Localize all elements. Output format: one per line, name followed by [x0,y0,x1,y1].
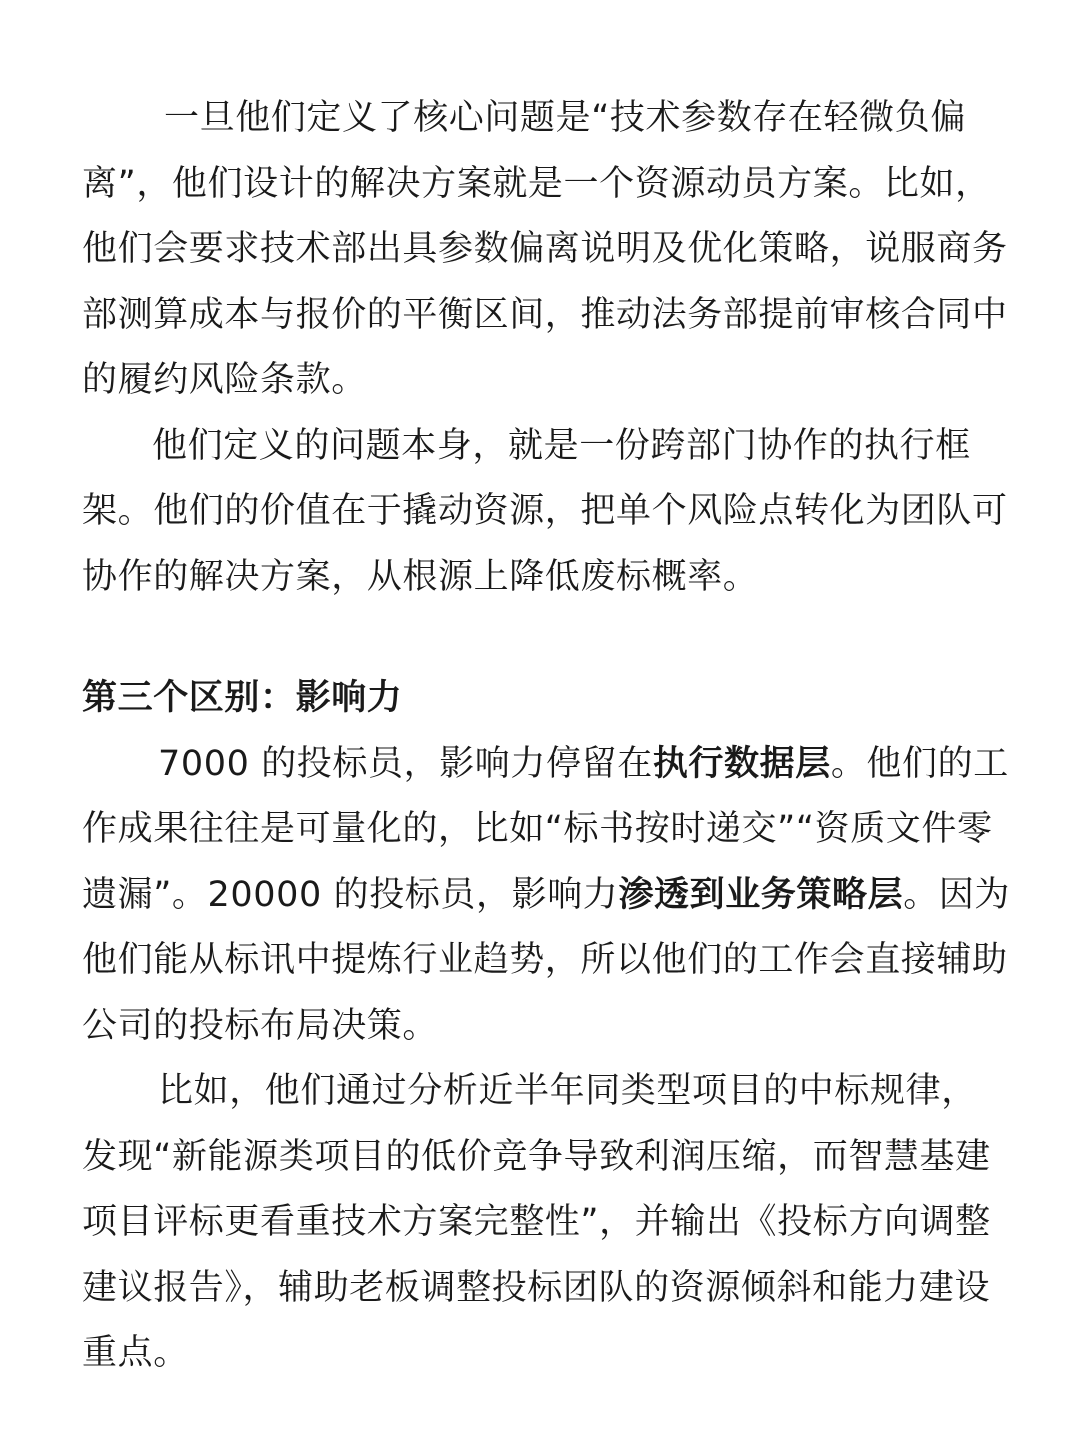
section-heading-influence: 第三个区别：影响力 [82,678,403,718]
paragraph-resource-mobilization: 一旦他们定义了核心问题是“技术参数存在轻微负偏离”，他们设计的解决方案就是一个资源动员方案。比如，他们会要求技术部出具参数偏离说明及优化策略，说服商务部测算成本与报价的平衡区间，推动法务部提前审核合同中的履约风险条款。 [82,98,1008,400]
text-run: 。因为他们能从标讯中提炼行业趋势，所以他们的工作会直接辅助公司的投标布局决策。 [82,874,1011,1046]
article-body [82,86,1012,1387]
paragraph-example-report: 比如，他们通过分析近半年同类型项目的中标规律，发现“新能源类项目的低价竞争导致利润压缩，而智慧基建项目评标更看重技术方案完整性”，并输出《投标方向调整建议报告》，辅助老板调整投标团队的资源倾斜和能力建设重点。 [82,1071,991,1373]
emphasis-execution-data-layer: 执行数据层 [652,743,831,784]
text-run: 7000 的投标员，影响力停留在 [158,743,653,784]
paragraph-influence-levels [82,732,1012,1060]
text-run: 。他们的工作成果往往是可量化的，比如“标书按时递交”“资质文件零遗漏”。20000 的投标员，影响力 [82,743,1009,915]
paragraph-cross-department-framework: 他们定义的问题本身，就是一份跨部门协作的执行框架。他们的价值在于撬动资源，把单个风险点转化为团队可协作的解决方案，从根源上降低废标概率。 [82,425,1008,597]
section-spacer [82,610,1012,666]
emphasis-business-strategy-layer: 渗透到业务策略层 [618,874,904,915]
